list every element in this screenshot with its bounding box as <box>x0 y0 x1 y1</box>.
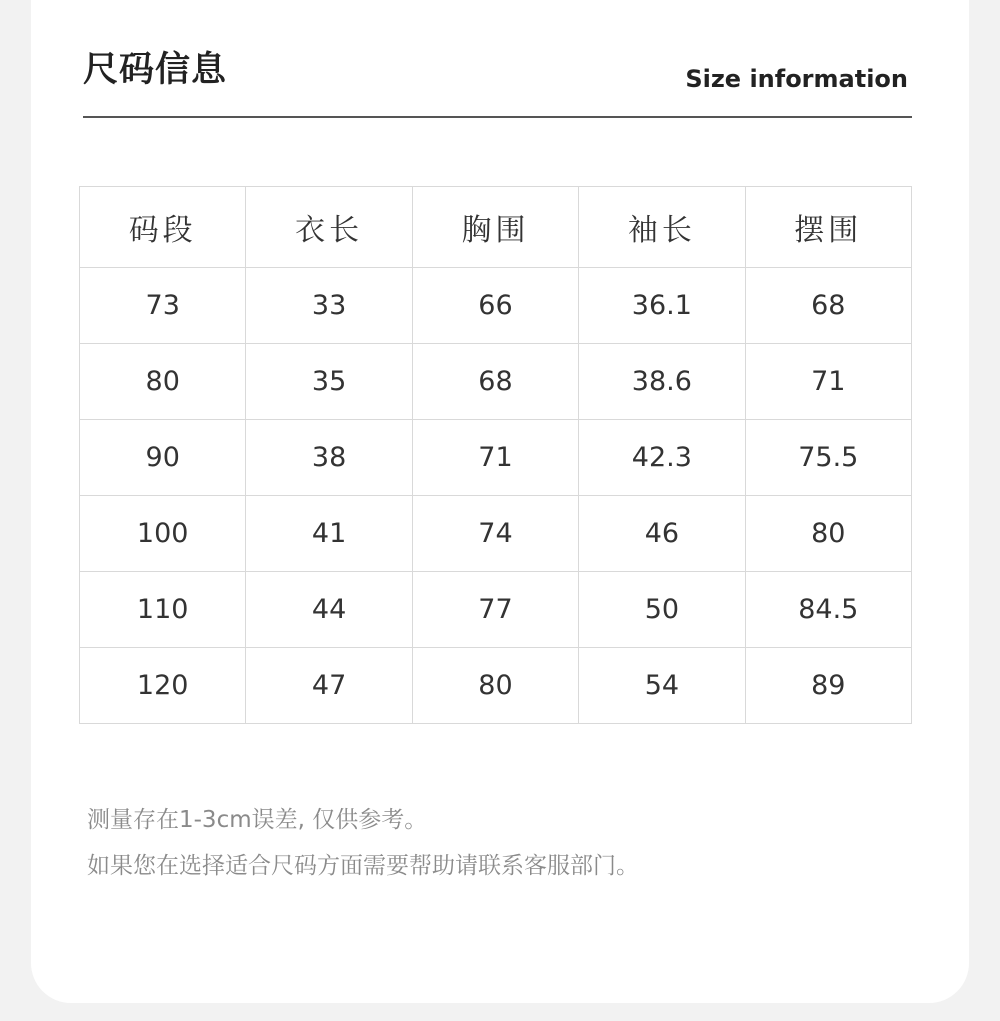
table-cell: 71 <box>745 344 911 420</box>
table-cell: 74 <box>412 496 578 572</box>
table-row <box>80 268 912 344</box>
table-cell: 50 <box>579 572 745 648</box>
table-cell: 89 <box>745 648 911 724</box>
table-cell: 35 <box>246 344 412 420</box>
table-row <box>80 496 912 572</box>
table-cell: 84.5 <box>745 572 911 648</box>
column-header-chest: 胸围 <box>412 187 578 268</box>
table-row <box>80 572 912 648</box>
table-cell: 68 <box>412 344 578 420</box>
table-cell: 66 <box>412 268 578 344</box>
column-header-hem: 摆围 <box>745 187 911 268</box>
table-cell: 36.1 <box>579 268 745 344</box>
table-cell: 73 <box>80 268 246 344</box>
table-header-row <box>80 187 912 268</box>
table-row <box>80 648 912 724</box>
title-divider <box>83 116 912 118</box>
column-header-sleeve: 袖长 <box>579 187 745 268</box>
table-cell: 46 <box>579 496 745 572</box>
table-cell: 47 <box>246 648 412 724</box>
table-row <box>80 344 912 420</box>
table-cell: 54 <box>579 648 745 724</box>
table-cell: 120 <box>80 648 246 724</box>
table-cell: 77 <box>412 572 578 648</box>
page-title: 尺码信息 <box>83 50 228 90</box>
size-notes <box>87 797 639 889</box>
table-cell: 44 <box>246 572 412 648</box>
table-cell: 41 <box>246 496 412 572</box>
table-cell: 90 <box>80 420 246 496</box>
table-cell: 42.3 <box>579 420 745 496</box>
table-cell: 38.6 <box>579 344 745 420</box>
column-header-length: 衣长 <box>246 187 412 268</box>
page-subtitle: Size information <box>685 65 908 93</box>
table-cell: 80 <box>745 496 911 572</box>
table-cell: 71 <box>412 420 578 496</box>
table-cell: 100 <box>80 496 246 572</box>
table-cell: 33 <box>246 268 412 344</box>
table-cell: 68 <box>745 268 911 344</box>
table-cell: 80 <box>80 344 246 420</box>
column-header-size-range: 码段 <box>80 187 246 268</box>
table-cell: 110 <box>80 572 246 648</box>
size-table <box>79 186 912 724</box>
note-measurement-error: 测量存在1-3cm误差, 仅供参考。 <box>87 807 428 833</box>
table-cell: 75.5 <box>745 420 911 496</box>
table-row <box>80 420 912 496</box>
table-cell: 80 <box>412 648 578 724</box>
note-contact-support: 如果您在选择适合尺码方面需要帮助请联系客服部门。 <box>87 853 639 879</box>
table-cell: 38 <box>246 420 412 496</box>
